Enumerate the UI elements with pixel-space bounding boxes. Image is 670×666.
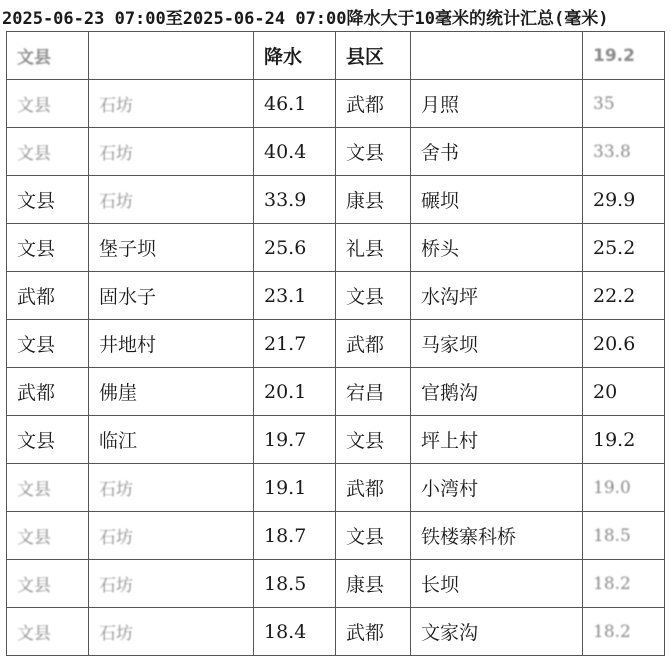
station2-cell: 坪上村 [411,416,583,464]
header-station-cell [89,32,254,80]
station2-cell: 铁楼寨科桥 [411,512,583,560]
district-cell: 武都 [336,464,411,512]
station2-cell: 官鹅沟 [411,368,583,416]
station-cell: 石坊 [89,464,254,512]
district-cell: 武都 [336,80,411,128]
station2-cell: 马家坝 [411,320,583,368]
rainfall-cell: 20.1 [254,368,336,416]
district-cell: 文县 [336,128,411,176]
county-cell: 文县 [7,608,89,656]
district-cell: 宕昌 [336,368,411,416]
county-cell: 文县 [7,560,89,608]
header-station2-cell [411,32,583,80]
station2-cell: 月照 [411,80,583,128]
rainfall-cell: 18.5 [254,560,336,608]
station-cell: 佛崖 [89,368,254,416]
station-cell: 石坊 [89,560,254,608]
table-row [7,224,665,272]
table-row [7,512,665,560]
station2-cell: 桥头 [411,224,583,272]
table-row [7,464,665,512]
station-cell: 石坊 [89,128,254,176]
station-cell: 石坊 [89,176,254,224]
header-county-cell: 文县 [7,32,89,80]
station2-cell: 舍书 [411,128,583,176]
station2-cell: 长坝 [411,560,583,608]
rainfall-cell: 18.7 [254,512,336,560]
table-row [7,128,665,176]
rainfall-cell: 46.1 [254,80,336,128]
station2-cell: 小湾村 [411,464,583,512]
station-cell: 石坊 [89,512,254,560]
county-cell: 文县 [7,128,89,176]
rainfall2-cell: 20.6 [583,320,665,368]
station2-cell: 文家沟 [411,608,583,656]
district-cell: 文县 [336,272,411,320]
rainfall2-cell: 18.5 [583,512,665,560]
table-header-row [7,32,665,80]
rainfall2-cell: 18.2 [583,560,665,608]
rainfall2-cell: 35 [583,80,665,128]
rainfall2-cell: 33.8 [583,128,665,176]
rainfall-cell: 23.1 [254,272,336,320]
table-row [7,176,665,224]
rainfall2-cell: 19.2 [583,416,665,464]
station-cell: 石坊 [89,608,254,656]
table-row [7,560,665,608]
station-cell: 临江 [89,416,254,464]
rainfall-cell: 19.7 [254,416,336,464]
station2-cell: 水沟坪 [411,272,583,320]
station-cell: 石坊 [89,80,254,128]
county-cell: 文县 [7,512,89,560]
rainfall2-cell: 20 [583,368,665,416]
rainfall2-cell: 22.2 [583,272,665,320]
table-row [7,272,665,320]
station-cell: 堡子坝 [89,224,254,272]
rainfall-cell: 19.1 [254,464,336,512]
rainfall-cell: 33.9 [254,176,336,224]
header-value-cell: 19.2 [583,32,665,80]
station-cell: 井地村 [89,320,254,368]
district-cell: 康县 [336,560,411,608]
rainfall-cell: 25.6 [254,224,336,272]
rainfall2-cell: 29.9 [583,176,665,224]
district-cell: 武都 [336,608,411,656]
county-cell: 武都 [7,272,89,320]
table-row [7,80,665,128]
county-cell: 文县 [7,224,89,272]
table-row [7,416,665,464]
county-cell: 文县 [7,320,89,368]
rainfall-table [6,31,665,656]
rainfall2-cell: 25.2 [583,224,665,272]
header-rainfall-cell: 降水 [254,32,336,80]
table-row [7,608,665,656]
district-cell: 武都 [336,320,411,368]
county-cell: 文县 [7,416,89,464]
table-row [7,320,665,368]
county-cell: 文县 [7,464,89,512]
county-cell: 文县 [7,176,89,224]
rainfall-cell: 18.4 [254,608,336,656]
rainfall-cell: 40.4 [254,128,336,176]
rainfall-cell: 21.7 [254,320,336,368]
county-cell: 文县 [7,80,89,128]
table-row [7,368,665,416]
county-cell: 武都 [7,368,89,416]
district-cell: 礼县 [336,224,411,272]
district-cell: 康县 [336,176,411,224]
rainfall2-cell: 19.0 [583,464,665,512]
district-cell: 文县 [336,512,411,560]
district-cell: 文县 [336,416,411,464]
header-district-cell: 县区 [336,32,411,80]
page-title: 2025-06-23 07:00至2025-06-24 07:00降水大于10毫米的统计汇总(毫米) [2,9,609,29]
rainfall2-cell: 18.2 [583,608,665,656]
station2-cell: 碾坝 [411,176,583,224]
station-cell: 固水子 [89,272,254,320]
